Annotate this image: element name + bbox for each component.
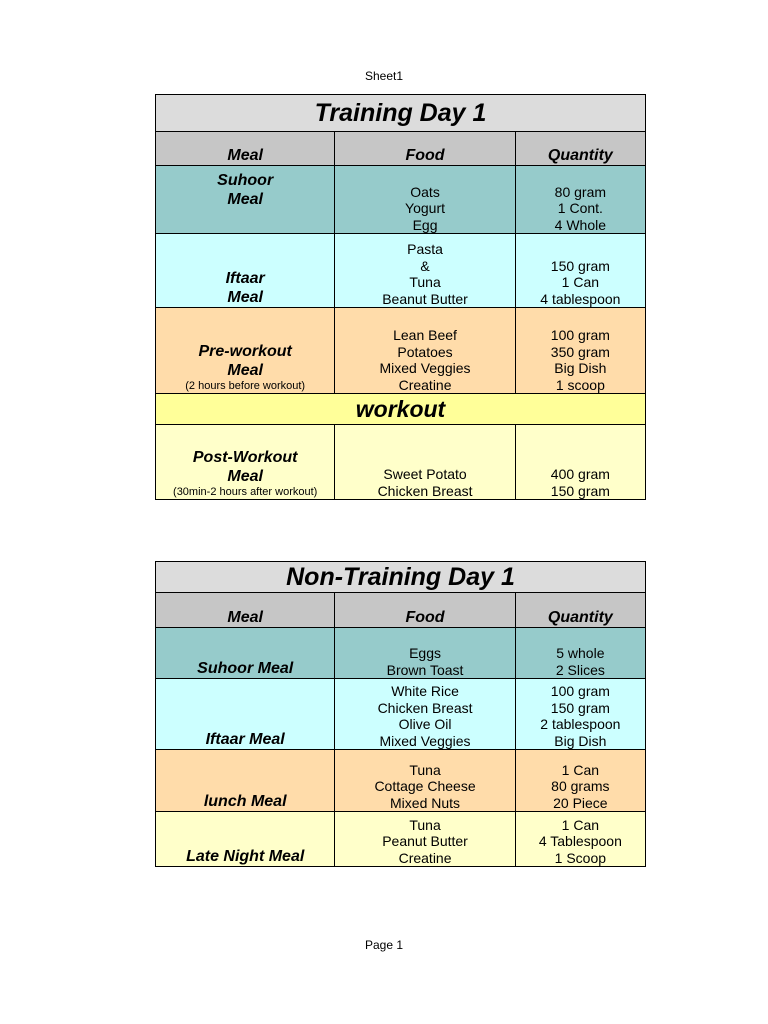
food-cell: Tuna Cottage Cheese Mixed Nuts bbox=[335, 750, 515, 812]
food-cell: Sweet Potato Chicken Breast bbox=[335, 425, 515, 500]
workout-label: workout bbox=[156, 394, 646, 425]
quantity-cell: 100 gram 350 gram Big Dish 1 scoop bbox=[515, 308, 645, 394]
training-day-title: Training Day 1 bbox=[156, 95, 646, 132]
non-training-day-table bbox=[155, 561, 646, 867]
non-training-day-title: Non-Training Day 1 bbox=[156, 562, 646, 593]
meal-cell-postworkout: Post-Workout Meal (30min-2 hours after workout) bbox=[156, 425, 335, 500]
food-cell: Eggs Brown Toast bbox=[335, 628, 515, 679]
header-food: Food bbox=[335, 593, 515, 628]
table-row bbox=[156, 750, 646, 812]
meal-note: (2 hours before workout) bbox=[185, 380, 306, 392]
food-cell: Pasta & Tuna Beanut Butter bbox=[335, 234, 515, 308]
table-row bbox=[156, 628, 646, 679]
quantity-cell: 80 gram 1 Cont. 4 Whole bbox=[515, 166, 645, 234]
quantity-cell: 150 gram 1 Can 4 tablespoon bbox=[515, 234, 645, 308]
meal-cell-lunch: lunch Meal bbox=[156, 750, 335, 812]
training-day-table bbox=[155, 94, 646, 500]
header-quantity: Quantity bbox=[515, 593, 645, 628]
table-row bbox=[156, 425, 646, 500]
header-meal: Meal bbox=[156, 132, 335, 166]
header-quantity: Quantity bbox=[515, 132, 645, 166]
meal-cell-iftaar: Iftaar Meal bbox=[156, 234, 335, 308]
quantity-cell: 5 whole 2 Slices bbox=[515, 628, 645, 679]
header-meal: Meal bbox=[156, 593, 335, 628]
table-row bbox=[156, 679, 646, 750]
meal-note: (30min-2 hours after workout) bbox=[173, 486, 318, 498]
meal-cell-late-night: Late Night Meal bbox=[156, 812, 335, 867]
page-number: Page 1 bbox=[364, 938, 404, 952]
workout-row bbox=[156, 394, 646, 425]
quantity-cell: 1 Can 4 Tablespoon 1 Scoop bbox=[515, 812, 645, 867]
header-food: Food bbox=[335, 132, 515, 166]
sheet-title: Sheet1 bbox=[364, 69, 404, 83]
meal-cell-iftaar: Iftaar Meal bbox=[156, 679, 335, 750]
table-row bbox=[156, 234, 646, 308]
meal-cell-suhoor: Suhoor Meal bbox=[156, 628, 335, 679]
meal-cell-preworkout: Pre-workout Meal (2 hours before workout) bbox=[156, 308, 335, 394]
quantity-cell: 1 Can 80 grams 20 Piece bbox=[515, 750, 645, 812]
food-cell: Lean Beef Potatoes Mixed Veggies Creatine bbox=[335, 308, 515, 394]
table-row bbox=[156, 166, 646, 234]
food-cell: White Rice Chicken Breast Olive Oil Mixed Veggies bbox=[335, 679, 515, 750]
table-row bbox=[156, 812, 646, 867]
table-row bbox=[156, 308, 646, 394]
food-cell: Oats Yogurt Egg bbox=[335, 166, 515, 234]
meal-cell-suhoor: Suhoor Meal bbox=[156, 166, 335, 234]
quantity-cell: 400 gram 150 gram bbox=[515, 425, 645, 500]
quantity-cell: 100 gram 150 gram 2 tablespoon Big Dish bbox=[515, 679, 645, 750]
food-cell: Tuna Peanut Butter Creatine bbox=[335, 812, 515, 867]
